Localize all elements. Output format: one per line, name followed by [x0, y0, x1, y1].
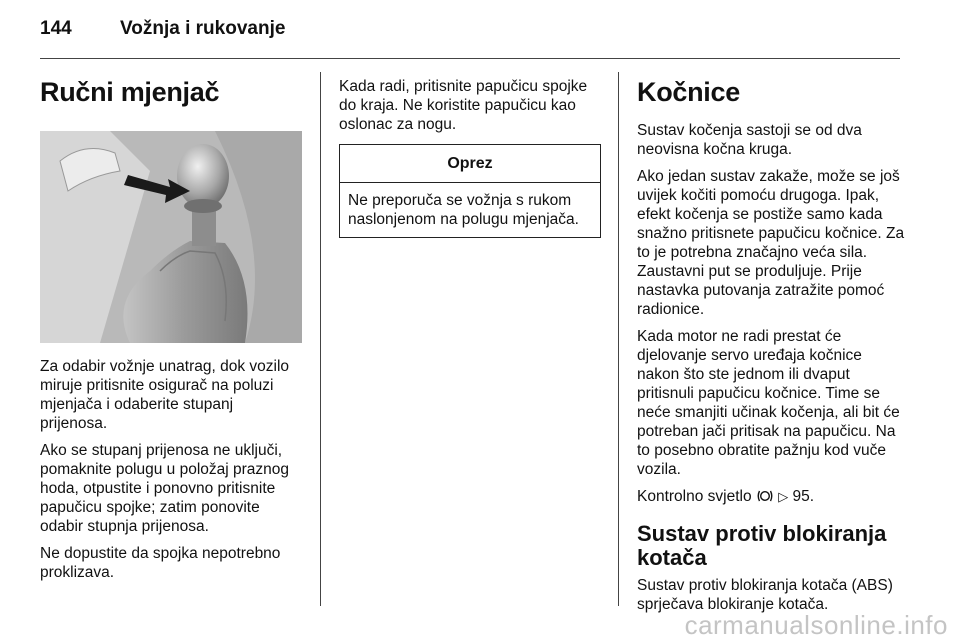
section-title-brakes: Kočnice [637, 77, 740, 107]
paragraph: Ne dopustite da spojka nepotrebno proklizava. [40, 545, 281, 581]
column-left [40, 77, 302, 590]
page-number: 144 [40, 18, 72, 39]
subsection-title-abs: Sustav protiv blokiranja kotača [637, 521, 887, 570]
paragraph: Sustav protiv blokiranja kotača (ABS) sprječava blokiranje kotača. [637, 577, 893, 613]
page-reference-icon: ▷ [778, 489, 789, 504]
caution-text: Ne preporuča se vožnja s rukom naslonjenom na polugu mjenjača. [348, 192, 579, 228]
paragraph: Sustav kočenja sastoji se od dva neovisna kočna kruga. [637, 122, 862, 158]
paragraph: Kada radi, pritisnite papučicu spojke do kraja. Ne koristite papučicu kao oslonac za nogu. [339, 78, 588, 133]
column-divider-1 [320, 72, 321, 606]
watermark: carmanualsonline.info [684, 610, 948, 640]
paragraph: Ako se stupanj prijenosa ne uključi, pomaknite polugu u položaj praznog hoda, otpustite i ponovno pritisnite papučicu spojke; zatim ponovite odabir stupnja prijenosa. [40, 442, 290, 535]
caution-box [339, 144, 601, 238]
page-header [40, 18, 285, 40]
paragraph: Ako jedan sustav zakaže, može se još uvijek kočiti pomoću drugoga. Ipak, efekt kočenja se postiže samo kada snažno pritisnete papučicu kočnice. Za to je potrebna značajno veća sila. Zaustavni put se produljuje. Prije nastavka putovanja zatražite pomoć radionice. [637, 168, 905, 318]
column-right [637, 77, 907, 622]
header-rule [40, 58, 900, 59]
column-divider-2 [618, 72, 619, 606]
caution-title: Oprez [340, 145, 600, 183]
paragraph: Za odabir vožnje unatrag, dok vozilo miruje pritisnite osigurač na poluzi mjenjača i odaberite stupanj prijenosa. [40, 358, 290, 432]
gear-lever-illustration [40, 131, 302, 343]
paragraph-warning-light [637, 487, 907, 506]
column-middle [339, 77, 601, 238]
section-title-manual-gearbox: Ručni mjenjač [40, 77, 220, 107]
brake-warning-light-icon [756, 489, 774, 503]
warning-light-text: Kontrolno svjetlo [637, 488, 752, 505]
page-reference-link[interactable]: 95. [792, 488, 815, 505]
chapter-title: Vožnja i rukovanje [120, 18, 286, 39]
paragraph: Kada motor ne radi prestat će djelovanje servo uređaja kočnice nakon što ste jednom ili dvaput pritisnuli papučicu kočnice. Time se neće smanjiti učinak kočenja, ali bit će potreban jači pritisak na papučicu. Na to posebno obratite pažnju kod vuče vozila. [637, 328, 900, 478]
